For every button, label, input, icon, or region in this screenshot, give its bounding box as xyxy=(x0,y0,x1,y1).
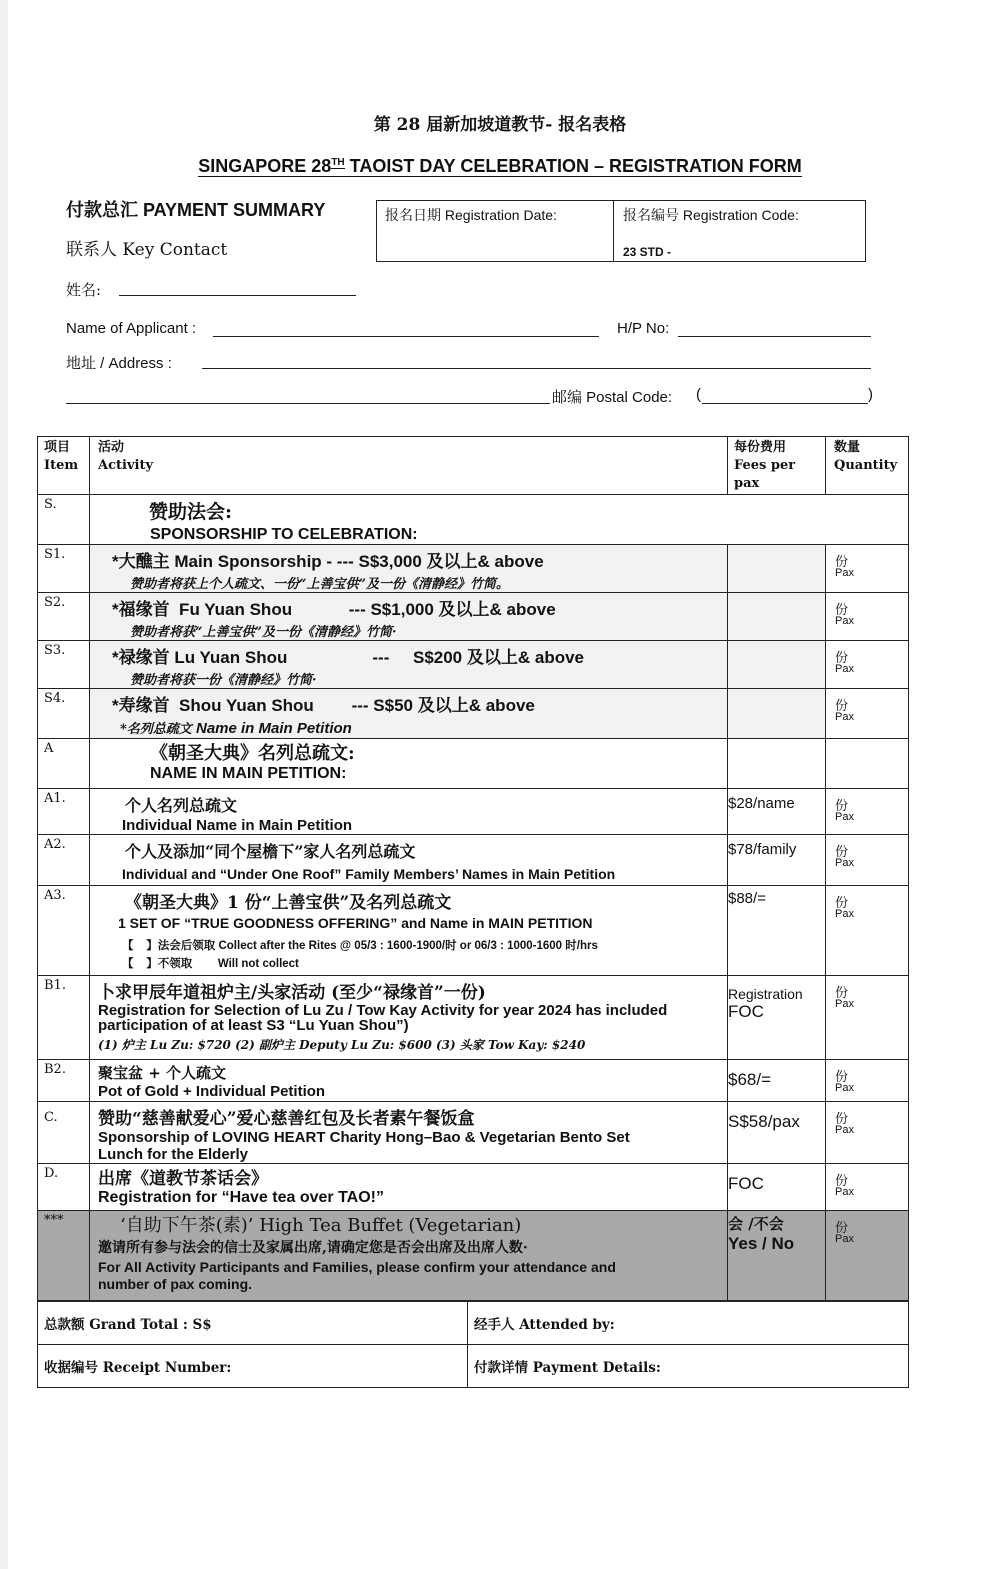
registration-code-label: 报名编号 Registration Code: xyxy=(623,207,799,223)
d-activity: 出席《道教节茶话会》 Registration for “Have tea over TAO!” xyxy=(90,1164,728,1211)
receipt-number-field[interactable]: 收据编号 Receipt Number: xyxy=(38,1345,468,1388)
address-input-line-2[interactable] xyxy=(66,403,550,404)
a1-fee: $28/name xyxy=(728,789,826,835)
table-row-c xyxy=(38,1102,909,1164)
b1-activity: 卜求甲辰年道祖炉主/头家活动 (至少“禄缘首”一份) Registration for Selection of Lu Zu / Tow Kay Activity for year 2024 has included participation of at least S3 “Lu Yuan Shou”) (1) 炉主 Lu Zu: $720 (2) 副炉主 Deputy Lu Zu: $600 (3) 头家 Tow Kay: $240 xyxy=(90,976,728,1060)
postal-open-paren: ( xyxy=(696,386,701,403)
sponsorship-heading: 赞助法会: SPONSORSHIP TO CELEBRATION: xyxy=(90,495,909,545)
c-quantity[interactable]: 份 Pax xyxy=(826,1102,909,1164)
item-code: B2. xyxy=(38,1060,90,1102)
d-fee: FOC xyxy=(728,1164,826,1211)
grand-total-field[interactable]: 总款额 Grand Total : S$ xyxy=(38,1302,468,1345)
c-fee: S$58/pax xyxy=(728,1102,826,1164)
c-activity: 赞助“慈善献爱心”爱心慈善红包及长者素午餐饭盒 Sponsorship of LOVING HEART Charity Hong–Bao & Vegetarian Bento Set Lunch for the Elderly xyxy=(90,1102,728,1164)
a2-activity: 个人及添加“同个屋檐下”家人名列总疏文 Individual and “Under One Roof” Family Members’ Names in Main Petition xyxy=(90,835,728,886)
a3-no-collect-option[interactable]: 【 】不领取 Will not collect xyxy=(122,958,299,970)
s4-activity: *寿缘首 Shou Yuan Shou --- S$50 及以上& above *名列总疏文 Name in Main Petition xyxy=(90,689,728,739)
item-code: S. xyxy=(38,495,90,545)
b2-activity: 聚宝盆 + 个人疏文 Pot of Gold + Individual Petition xyxy=(90,1060,728,1102)
s1-fee[interactable] xyxy=(728,545,826,593)
b2-quantity[interactable]: 份 Pax xyxy=(826,1060,909,1102)
s1-quantity[interactable]: 份 Pax xyxy=(826,545,909,593)
item-code: A1. xyxy=(38,789,90,835)
tea-quantity[interactable]: 份 Pax xyxy=(826,1211,909,1301)
name-cn-label: 姓名: xyxy=(66,281,102,299)
payment-summary-heading: 付款总汇 PAYMENT SUMMARY xyxy=(66,200,326,220)
registration-info-box xyxy=(376,200,866,262)
s2-quantity[interactable]: 份 Pax xyxy=(826,593,909,641)
table-row-b2 xyxy=(38,1060,909,1102)
item-code: S3. xyxy=(38,641,90,689)
key-contact-heading: 联系人 Key Contact xyxy=(66,240,228,260)
a3-fee: $88/= xyxy=(728,886,826,976)
item-code: A xyxy=(38,739,90,789)
table-row-s4 xyxy=(38,689,909,739)
header-fees: 每份费用 Fees per pax xyxy=(728,437,826,495)
table-row-a xyxy=(38,739,909,789)
table-row-a1 xyxy=(38,789,909,835)
tea-activity: ‘自助下午茶(素)’ High Tea Buffet (Vegetarian) 邀请所有参与法会的信士及家属出席,请确定您是否会出席及出席人数· For All Activity Participants and Families, please confirm your attendance and number of pax coming. xyxy=(90,1211,728,1301)
table-row-s2 xyxy=(38,593,909,641)
applicant-name-input-line[interactable] xyxy=(213,336,599,337)
b2-fee: $68/= xyxy=(728,1060,826,1102)
b1-quantity[interactable]: 份 Pax xyxy=(826,976,909,1060)
postal-close-paren: ) xyxy=(868,386,873,403)
hp-no-input-line[interactable] xyxy=(678,336,871,337)
s3-activity: *禄缘首 Lu Yuan Shou --- S$200 及以上& above 赞助者将获一份《清静经》竹简· xyxy=(90,641,728,689)
d-quantity[interactable]: 份 Pax xyxy=(826,1164,909,1211)
item-code: *** xyxy=(38,1211,90,1301)
item-code: S4. xyxy=(38,689,90,739)
hp-no-label: H/P No: xyxy=(617,320,670,337)
header-activity: 活动 Activity xyxy=(90,437,728,495)
table-header-row xyxy=(38,437,909,495)
item-code: S1. xyxy=(38,545,90,593)
s2-activity: *福缘首 Fu Yuan Shou --- S$1,000 及以上& above 赞助者将获“上善宝供”及一份《清静经》竹简· xyxy=(90,593,728,641)
item-code: S2. xyxy=(38,593,90,641)
a3-collect-option[interactable]: 【 】法会后领取 Collect after the Rites @ 05/3 : 1600-1900/时 or 06/3 : 1000-1600 时/hrs xyxy=(122,940,598,952)
registration-date-field[interactable]: 报名日期 Registration Date: xyxy=(385,207,557,223)
s4-fee[interactable] xyxy=(728,689,826,739)
address-input-line-1[interactable] xyxy=(202,368,871,369)
name-cn-input-line[interactable] xyxy=(119,295,356,296)
table-row-s3 xyxy=(38,641,909,689)
postal-code-input-line[interactable] xyxy=(702,403,868,404)
table-row xyxy=(38,495,909,545)
s1-activity: *大醮主 Main Sponsorship - --- S$3,000 及以上& above 赞助者将获上个人疏文、一份“上善宝供”及一份《清静经》竹简。 xyxy=(90,545,728,593)
s2-fee[interactable] xyxy=(728,593,826,641)
form-title-english: SINGAPORE 28TH TAOIST DAY CELEBRATION – REGISTRATION FORM xyxy=(198,156,802,176)
table-row-a3 xyxy=(38,886,909,976)
left-margin-strip xyxy=(0,0,8,1569)
summary-table xyxy=(37,1301,909,1388)
table-row-b1 xyxy=(38,976,909,1060)
a1-activity: 个人名列总疏文 Individual Name in Main Petition xyxy=(90,789,728,835)
s4-quantity[interactable]: 份 Pax xyxy=(826,689,909,739)
registration-code-value[interactable]: 23 STD - xyxy=(623,245,672,259)
applicant-name-label: Name of Applicant : xyxy=(66,320,197,337)
table-row-s1 xyxy=(38,545,909,593)
attended-by-field[interactable]: 经手人 Attended by: xyxy=(468,1302,909,1345)
form-title-chinese: 第 28 届新加坡道教节- 报名表格 xyxy=(373,115,627,135)
table-row-tea xyxy=(38,1211,909,1301)
a3-activity: 《朝圣大典》1 份“上善宝供”及名列总疏文 1 SET OF “TRUE GOODNESS OFFERING” and Name in MAIN PETITION 【 】法会后领取 Collect after the Rites @ 05/3 : 1600-1900/时 or 06/3 : 1000-1600 时/hrs 【 】不领取 Will not collect xyxy=(90,886,728,976)
b1-fee: Registration FOC xyxy=(728,976,826,1060)
a2-fee: $78/family xyxy=(728,835,826,886)
payment-details-field[interactable]: 付款详情 Payment Details: xyxy=(468,1345,909,1388)
address-label: 地址 / Address : xyxy=(66,355,172,372)
header-quantity: 数量 Quantity xyxy=(826,437,909,495)
item-code: B1. xyxy=(38,976,90,1060)
tea-attendance[interactable]: 会 /不会 Yes / No xyxy=(728,1211,826,1301)
table-row-a2 xyxy=(38,835,909,886)
a-heading: 《朝圣大典》名列总疏文: NAME IN MAIN PETITION: xyxy=(90,739,728,789)
s3-quantity[interactable]: 份 Pax xyxy=(826,641,909,689)
item-code: A3. xyxy=(38,886,90,976)
activity-table xyxy=(37,436,909,1301)
table-row-d xyxy=(38,1164,909,1211)
postal-code-label: 邮编 Postal Code: xyxy=(552,389,673,406)
s3-fee[interactable] xyxy=(728,641,826,689)
a3-quantity[interactable]: 份 Pax xyxy=(826,886,909,976)
header-item: 项目 Item xyxy=(38,437,90,495)
item-code: D. xyxy=(38,1164,90,1211)
a2-quantity[interactable]: 份 Pax xyxy=(826,835,909,886)
item-code: C. xyxy=(38,1102,90,1164)
a1-quantity[interactable]: 份 Pax xyxy=(826,789,909,835)
item-code: A2. xyxy=(38,835,90,886)
